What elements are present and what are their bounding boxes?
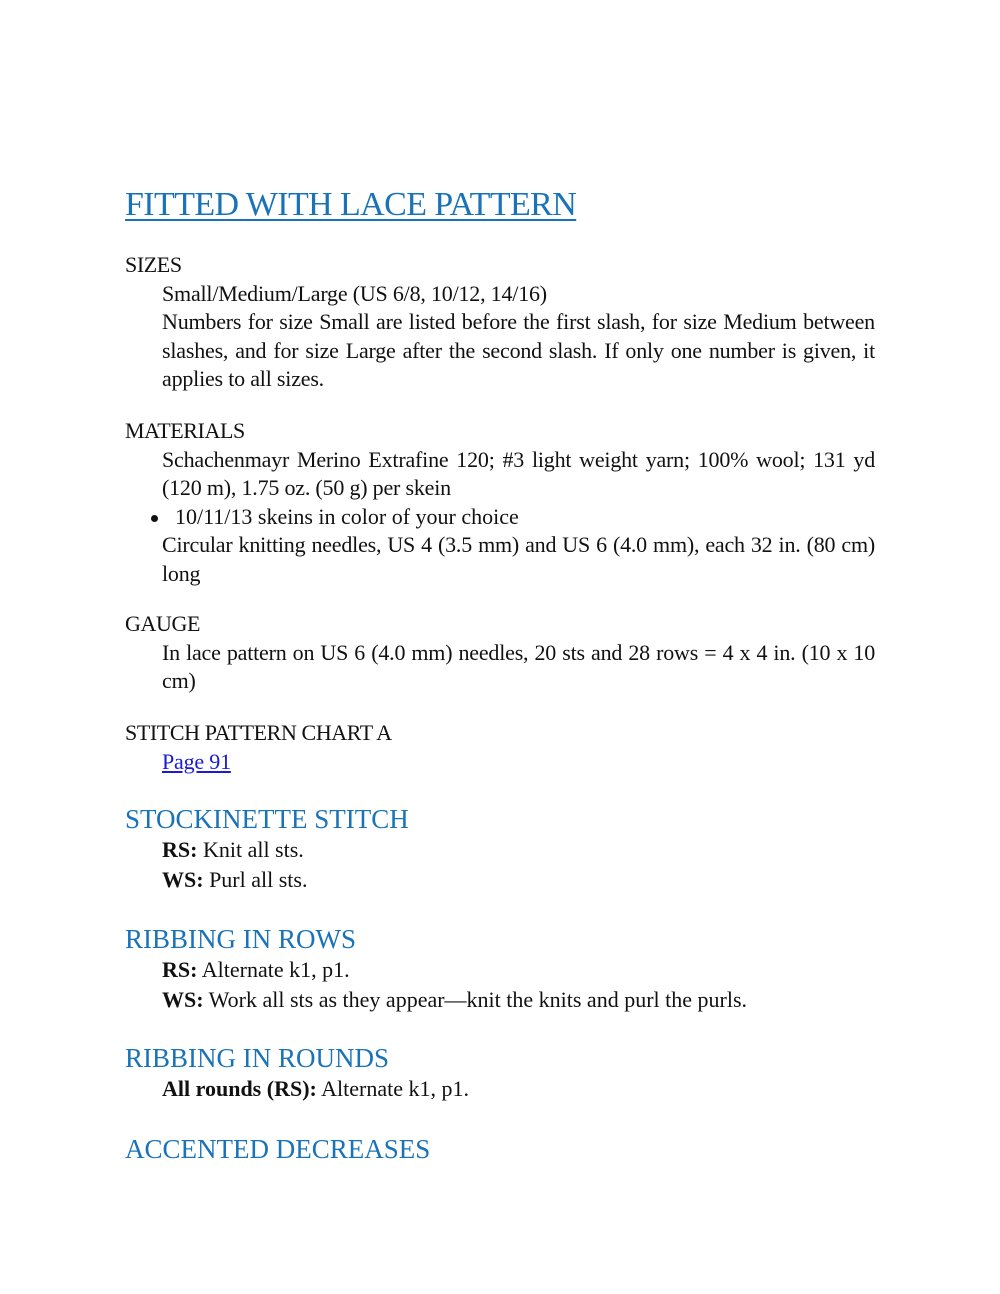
bullet-icon <box>151 515 158 522</box>
chart-page-link[interactable]: Page 91 <box>162 748 231 774</box>
ribbing-rows-rs-row <box>162 955 875 985</box>
rs-label: RS: <box>162 837 198 862</box>
materials-bullet-text: 10/11/13 skeins in color of your choice <box>175 503 519 529</box>
rs-label: RS: <box>162 957 198 982</box>
gauge-text: In lace pattern on US 6 (4.0 mm) needles, 20 sts and 28 rows = 4 x 4 in. (10 x 10 cm) <box>162 639 875 693</box>
all-rounds-label: All rounds (RS): <box>162 1076 317 1101</box>
page-title: FITTED WITH LACE PATTERN <box>125 186 577 223</box>
stockinette-ws-row <box>162 865 875 895</box>
gauge-label: GAUGE <box>125 611 200 636</box>
ribbing-rows-ws-row <box>162 985 875 1015</box>
materials-section <box>125 417 875 588</box>
ws-label: WS: <box>162 867 204 892</box>
stockinette-section <box>125 803 875 895</box>
ws-label: WS: <box>162 987 204 1012</box>
sizes-label: SIZES <box>125 252 182 277</box>
sizes-note: Numbers for size Small are listed before the first slash, for size Medium between slashes, and for size Large after the second slash. If only one number is given, it applies to all sizes. <box>162 309 875 391</box>
accented-decreases-heading: ACCENTED DECREASES <box>125 1134 431 1164</box>
rs-text: Knit all sts. <box>202 837 304 862</box>
chart-label: STITCH PATTERN CHART A <box>125 720 392 745</box>
accented-decreases-section <box>125 1133 875 1165</box>
rs-text: Alternate k1, p1. <box>201 957 350 982</box>
ribbing-rounds-heading: RIBBING IN ROUNDS <box>125 1043 390 1073</box>
materials-label: MATERIALS <box>125 418 245 443</box>
materials-bullet-item <box>175 503 875 532</box>
stockinette-heading: STOCKINETTE STITCH <box>125 804 409 834</box>
materials-needles: Circular knitting needles, US 4 (3.5 mm) and US 6 (4.0 mm), each 32 in. (80 cm) long <box>162 532 875 586</box>
gauge-section <box>125 610 875 696</box>
all-rounds-text: Alternate k1, p1. <box>321 1076 470 1101</box>
sizes-section <box>125 251 875 394</box>
ribbing-rounds-section <box>125 1042 875 1104</box>
sizes-line: Small/Medium/Large (US 6/8, 10/12, 14/16) <box>162 280 547 306</box>
ribbing-rounds-row <box>162 1074 875 1104</box>
ws-text: Purl all sts. <box>209 867 308 892</box>
ribbing-rows-heading: RIBBING IN ROWS <box>125 924 357 954</box>
chart-section <box>125 719 875 776</box>
ribbing-rows-section <box>125 923 875 1015</box>
materials-yarn: Schachenmayr Merino Extrafine 120; #3 light weight yarn; 100% wool; 131 yd (120 m), 1.75 oz. (50 g) per skein <box>162 446 875 500</box>
stockinette-rs-row <box>162 835 875 865</box>
ws-text: Work all sts as they appear—knit the knits and purl the purls. <box>208 987 748 1012</box>
